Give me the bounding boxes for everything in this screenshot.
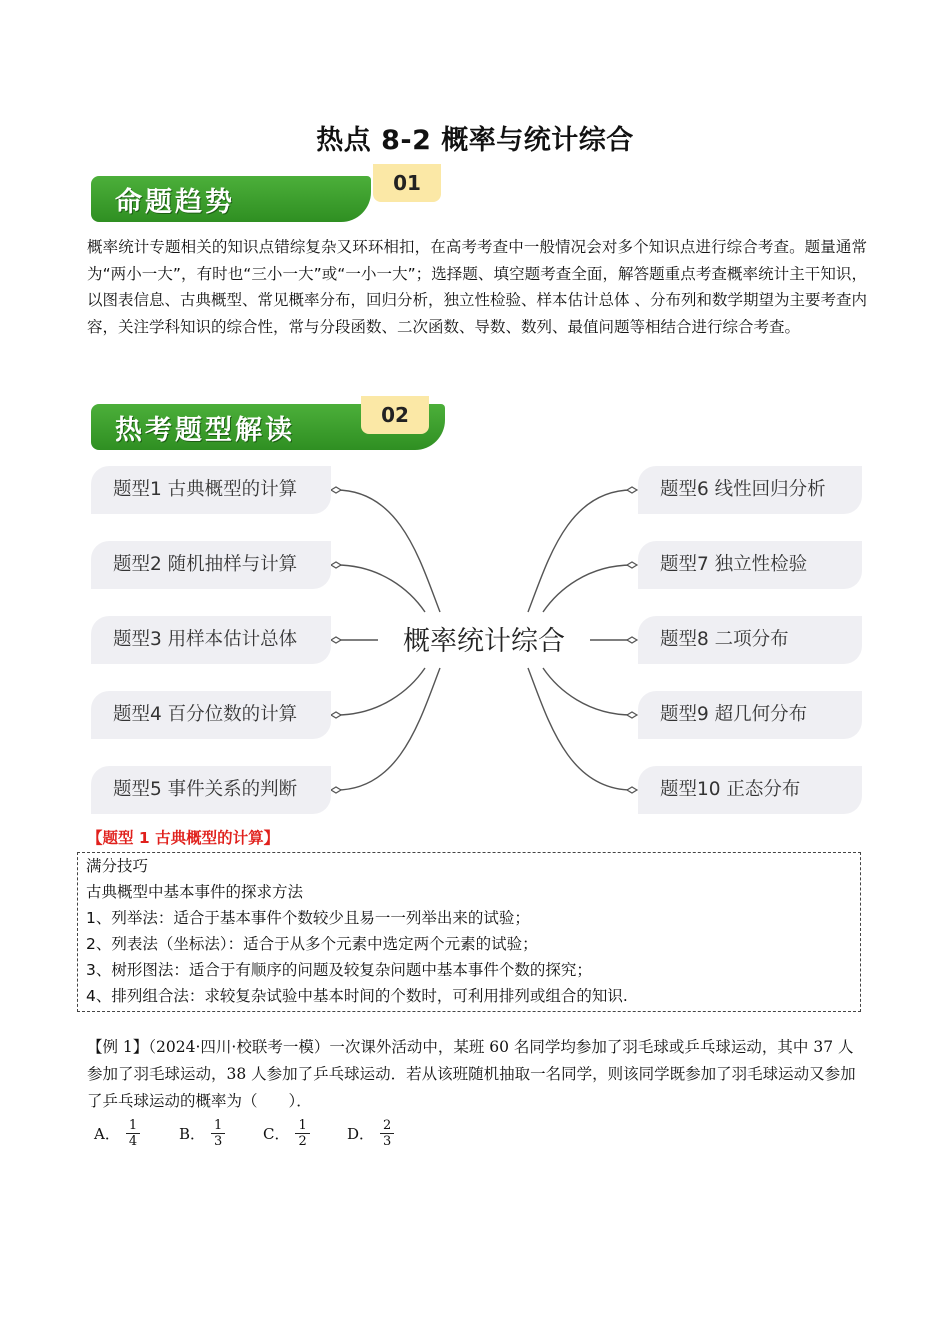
tips-item: 3、树形图法：适合于有顺序的问题及较复杂问题中基本事件个数的探究；	[86, 961, 592, 979]
option-label: A．	[94, 1125, 120, 1143]
numerator: 1	[126, 1118, 140, 1134]
fraction	[211, 1118, 225, 1149]
denominator: 2	[298, 1134, 307, 1149]
mindmap-node-type3: 题型3 用样本估计总体	[91, 616, 331, 664]
numerator: 1	[295, 1118, 309, 1134]
denominator: 3	[214, 1134, 223, 1149]
banner-hot-types-number: 02	[361, 396, 429, 434]
tips-item: 1、列举法：适合于基本事件个数较少且易一一列举出来的试验；	[86, 909, 530, 927]
section-title-type1: 【题型 1 古典概型的计算】	[87, 829, 280, 847]
mindmap-node-type6: 题型6 线性回归分析	[638, 466, 862, 514]
example-question: 【例 1】（2024·四川·校联考一模）一次课外活动中，某班 60 名同学均参加了羽毛球或乒乓球运动，其中 37 人参加了羽毛球运动，38 人参加了乒乓球运动．若从该班随机抽取一名同学，则该同学既参加了羽毛球运动又参加了乒乓球运动的概率为（ ）．	[87, 1038, 856, 1110]
denominator: 4	[128, 1134, 138, 1149]
option-a	[94, 1118, 140, 1149]
banner-trend-number: 01	[373, 164, 441, 202]
numerator: 2	[380, 1118, 394, 1134]
mindmap-node-type10: 题型10 正态分布	[638, 766, 862, 814]
intro-paragraph: 概率统计专题相关的知识点错综复杂又环环相扣，在高考考查中一般情况会对多个知识点进行综合考查。题量通常为“两小一大”，有时也“三小一大”或“一小一大”；选择题、填空题考查全面，解答题重点考查概率统计主干知识，以图表信息、古典概型、常见概率分布，回归分析，独立性检验、样本估计总体 、分布列和数学期望为主要考查内容，关注学科知识的综合性，常与分段函数、二次函数、导数、数列、最值问题等相结合进行综合考查。	[87, 238, 867, 336]
option-d	[347, 1118, 394, 1149]
mindmap-node-type2: 题型2 随机抽样与计算	[91, 541, 331, 589]
banner-hot-types-text: 热考题型解读	[115, 415, 295, 446]
option-label: D．	[347, 1125, 375, 1143]
tips-subheading: 古典概型中基本事件的探求方法	[86, 883, 304, 901]
fraction	[126, 1118, 140, 1149]
mindmap-center: 概率统计综合	[403, 626, 565, 657]
page-title: 热点 8-2 概率与统计综合	[316, 125, 634, 156]
option-label: B．	[179, 1125, 206, 1143]
tips-item: 2、列表法（坐标法）：适合于从多个元素中选定两个元素的试验；	[86, 935, 538, 953]
option-c	[263, 1118, 310, 1149]
numerator: 1	[211, 1118, 225, 1134]
fraction	[380, 1118, 394, 1149]
fraction	[295, 1118, 309, 1149]
mindmap-node-type9: 题型9 超几何分布	[638, 691, 862, 739]
option-label: C．	[263, 1125, 290, 1143]
tips-heading: 满分技巧	[86, 857, 149, 875]
option-b	[179, 1118, 225, 1149]
mindmap-node-type8: 题型8 二项分布	[638, 616, 862, 664]
banner-trend-text: 命题趋势	[115, 187, 235, 218]
mindmap-node-type4: 题型4 百分位数的计算	[91, 691, 331, 739]
mindmap-node-type7: 题型7 独立性检验	[638, 541, 862, 589]
mindmap-node-type1: 题型1 古典概型的计算	[91, 466, 331, 514]
mindmap-node-type5: 题型5 事件关系的判断	[91, 766, 331, 814]
tips-item: 4、排列组合法：求较复杂试验中基本时间的个数时，可利用排列或组合的知识.	[86, 987, 628, 1005]
denominator: 3	[383, 1134, 392, 1149]
